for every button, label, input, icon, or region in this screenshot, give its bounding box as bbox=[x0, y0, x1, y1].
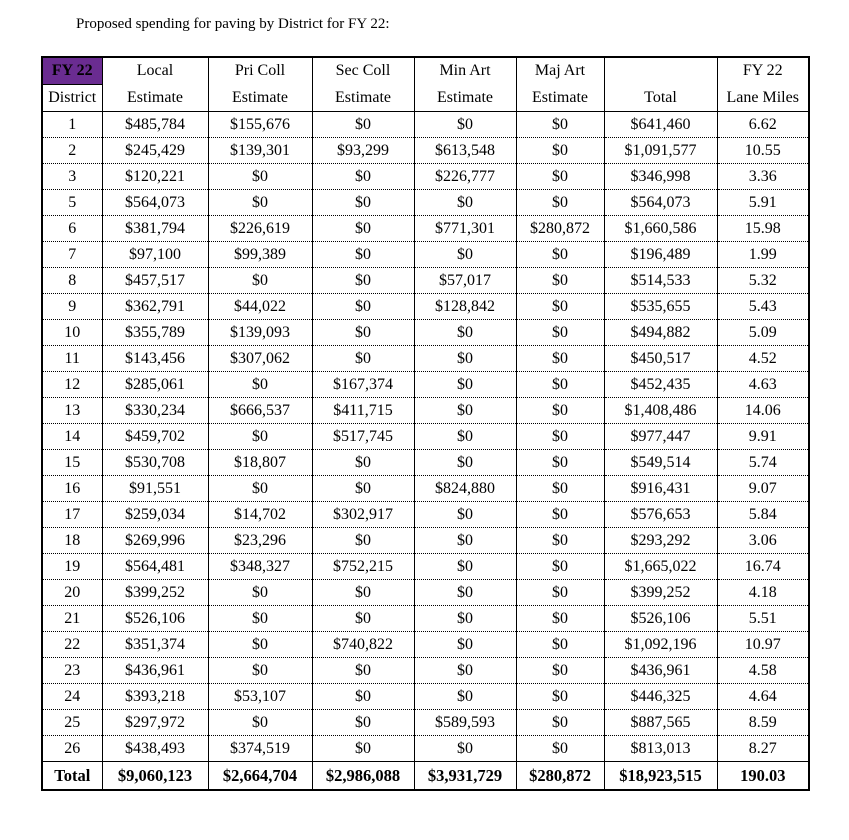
cell-lane-miles: 4.58 bbox=[717, 658, 809, 684]
header-district: District bbox=[42, 85, 102, 112]
cell-min-art: $128,842 bbox=[414, 294, 516, 320]
cell-district: 16 bbox=[42, 476, 102, 502]
cell-sec-coll: $0 bbox=[312, 164, 414, 190]
cell-pri-coll: $53,107 bbox=[208, 684, 312, 710]
cell-pri-coll: $0 bbox=[208, 424, 312, 450]
cell-lane-miles: 3.06 bbox=[717, 528, 809, 554]
table-row bbox=[42, 528, 809, 554]
cell-district: 12 bbox=[42, 372, 102, 398]
cell-district: 20 bbox=[42, 580, 102, 606]
table-row bbox=[42, 294, 809, 320]
cell-district: 18 bbox=[42, 528, 102, 554]
cell-district: 15 bbox=[42, 450, 102, 476]
cell-maj-art: $0 bbox=[516, 112, 604, 138]
cell-total: $641,460 bbox=[604, 112, 717, 138]
cell-lane-miles: 8.59 bbox=[717, 710, 809, 736]
cell-lane-miles: 15.98 bbox=[717, 216, 809, 242]
table-row bbox=[42, 424, 809, 450]
cell-lane-miles: 9.91 bbox=[717, 424, 809, 450]
cell-district: 19 bbox=[42, 554, 102, 580]
cell-local: $362,791 bbox=[102, 294, 208, 320]
cell-min-art: $0 bbox=[414, 424, 516, 450]
cell-pri-coll: $139,093 bbox=[208, 320, 312, 346]
cell-district: 2 bbox=[42, 138, 102, 164]
header-local: Local bbox=[102, 57, 208, 85]
cell-lane-miles: 6.62 bbox=[717, 112, 809, 138]
cell-maj-art: $0 bbox=[516, 242, 604, 268]
cell-total: $399,252 bbox=[604, 580, 717, 606]
cell-pri-coll: $99,389 bbox=[208, 242, 312, 268]
header-min-art: Min Art bbox=[414, 57, 516, 85]
cell-local: $564,073 bbox=[102, 190, 208, 216]
cell-min-art: $0 bbox=[414, 398, 516, 424]
table-row bbox=[42, 710, 809, 736]
table-row bbox=[42, 606, 809, 632]
cell-sec-coll: $740,822 bbox=[312, 632, 414, 658]
total-sec-coll: $2,986,088 bbox=[312, 762, 414, 791]
cell-total: $887,565 bbox=[604, 710, 717, 736]
header-lane-miles: Lane Miles bbox=[717, 85, 809, 112]
cell-maj-art: $0 bbox=[516, 268, 604, 294]
cell-total: $436,961 bbox=[604, 658, 717, 684]
table-row bbox=[42, 450, 809, 476]
cell-total: $535,655 bbox=[604, 294, 717, 320]
cell-sec-coll: $302,917 bbox=[312, 502, 414, 528]
table-row bbox=[42, 138, 809, 164]
cell-sec-coll: $93,299 bbox=[312, 138, 414, 164]
cell-total: $494,882 bbox=[604, 320, 717, 346]
table-row bbox=[42, 502, 809, 528]
header-pri-coll: Pri Coll bbox=[208, 57, 312, 85]
cell-maj-art: $0 bbox=[516, 398, 604, 424]
table-row bbox=[42, 268, 809, 294]
cell-maj-art: $0 bbox=[516, 606, 604, 632]
cell-total: $1,091,577 bbox=[604, 138, 717, 164]
cell-maj-art: $280,872 bbox=[516, 216, 604, 242]
cell-sec-coll: $0 bbox=[312, 684, 414, 710]
cell-total: $196,489 bbox=[604, 242, 717, 268]
cell-min-art: $0 bbox=[414, 346, 516, 372]
cell-local: $526,106 bbox=[102, 606, 208, 632]
cell-min-art: $0 bbox=[414, 658, 516, 684]
table-row bbox=[42, 346, 809, 372]
cell-district: 17 bbox=[42, 502, 102, 528]
cell-min-art: $0 bbox=[414, 502, 516, 528]
cell-sec-coll: $0 bbox=[312, 242, 414, 268]
cell-lane-miles: 16.74 bbox=[717, 554, 809, 580]
cell-total: $452,435 bbox=[604, 372, 717, 398]
cell-maj-art: $0 bbox=[516, 190, 604, 216]
cell-pri-coll: $0 bbox=[208, 190, 312, 216]
cell-pri-coll: $139,301 bbox=[208, 138, 312, 164]
cell-sec-coll: $0 bbox=[312, 528, 414, 554]
cell-pri-coll: $0 bbox=[208, 658, 312, 684]
cell-district: 5 bbox=[42, 190, 102, 216]
cell-local: $245,429 bbox=[102, 138, 208, 164]
cell-total: $1,092,196 bbox=[604, 632, 717, 658]
cell-total: $526,106 bbox=[604, 606, 717, 632]
cell-sec-coll: $0 bbox=[312, 346, 414, 372]
header-min-estimate: Estimate bbox=[414, 85, 516, 112]
cell-lane-miles: 5.74 bbox=[717, 450, 809, 476]
cell-sec-coll: $0 bbox=[312, 736, 414, 762]
cell-sec-coll: $0 bbox=[312, 606, 414, 632]
cell-pri-coll: $23,296 bbox=[208, 528, 312, 554]
cell-local: $457,517 bbox=[102, 268, 208, 294]
table-row bbox=[42, 164, 809, 190]
header-total: Total bbox=[604, 85, 717, 112]
cell-pri-coll: $0 bbox=[208, 632, 312, 658]
cell-lane-miles: 5.84 bbox=[717, 502, 809, 528]
cell-total: $564,073 bbox=[604, 190, 717, 216]
cell-lane-miles: 4.52 bbox=[717, 346, 809, 372]
cell-min-art: $589,593 bbox=[414, 710, 516, 736]
cell-district: 6 bbox=[42, 216, 102, 242]
cell-lane-miles: 14.06 bbox=[717, 398, 809, 424]
table-row bbox=[42, 580, 809, 606]
cell-pri-coll: $0 bbox=[208, 580, 312, 606]
cell-maj-art: $0 bbox=[516, 372, 604, 398]
cell-maj-art: $0 bbox=[516, 554, 604, 580]
cell-maj-art: $0 bbox=[516, 424, 604, 450]
cell-district: 14 bbox=[42, 424, 102, 450]
cell-total: $1,660,586 bbox=[604, 216, 717, 242]
header-sec-coll: Sec Coll bbox=[312, 57, 414, 85]
cell-district: 24 bbox=[42, 684, 102, 710]
table-row bbox=[42, 632, 809, 658]
header-row-2 bbox=[42, 85, 809, 112]
table-row bbox=[42, 554, 809, 580]
table-row bbox=[42, 320, 809, 346]
cell-sec-coll: $0 bbox=[312, 216, 414, 242]
cell-lane-miles: 5.43 bbox=[717, 294, 809, 320]
cell-sec-coll: $0 bbox=[312, 112, 414, 138]
cell-min-art: $0 bbox=[414, 320, 516, 346]
cell-min-art: $0 bbox=[414, 684, 516, 710]
cell-min-art: $0 bbox=[414, 372, 516, 398]
cell-maj-art: $0 bbox=[516, 450, 604, 476]
cell-local: $399,252 bbox=[102, 580, 208, 606]
cell-district: 10 bbox=[42, 320, 102, 346]
table-row bbox=[42, 372, 809, 398]
cell-sec-coll: $0 bbox=[312, 268, 414, 294]
cell-local: $564,481 bbox=[102, 554, 208, 580]
total-maj-art: $280,872 bbox=[516, 762, 604, 791]
cell-total: $813,013 bbox=[604, 736, 717, 762]
cell-total: $450,517 bbox=[604, 346, 717, 372]
cell-lane-miles: 4.63 bbox=[717, 372, 809, 398]
cell-lane-miles: 8.27 bbox=[717, 736, 809, 762]
cell-local: $259,034 bbox=[102, 502, 208, 528]
cell-min-art: $771,301 bbox=[414, 216, 516, 242]
header-row-1 bbox=[42, 57, 809, 85]
cell-sec-coll: $0 bbox=[312, 294, 414, 320]
cell-maj-art: $0 bbox=[516, 294, 604, 320]
cell-pri-coll: $374,519 bbox=[208, 736, 312, 762]
cell-sec-coll: $752,215 bbox=[312, 554, 414, 580]
cell-sec-coll: $0 bbox=[312, 710, 414, 736]
cell-pri-coll: $18,807 bbox=[208, 450, 312, 476]
cell-district: 25 bbox=[42, 710, 102, 736]
cell-maj-art: $0 bbox=[516, 346, 604, 372]
cell-local: $393,218 bbox=[102, 684, 208, 710]
cell-pri-coll: $44,022 bbox=[208, 294, 312, 320]
header-total-blank bbox=[604, 57, 717, 85]
cell-local: $91,551 bbox=[102, 476, 208, 502]
cell-maj-art: $0 bbox=[516, 320, 604, 346]
paving-spending-table bbox=[41, 56, 810, 791]
cell-pri-coll: $14,702 bbox=[208, 502, 312, 528]
cell-min-art: $0 bbox=[414, 736, 516, 762]
cell-total: $977,447 bbox=[604, 424, 717, 450]
cell-local: $381,794 bbox=[102, 216, 208, 242]
cell-pri-coll: $348,327 bbox=[208, 554, 312, 580]
cell-total: $576,653 bbox=[604, 502, 717, 528]
header-fy22: FY 22 bbox=[42, 57, 102, 85]
header-fy22-miles: FY 22 bbox=[717, 57, 809, 85]
cell-min-art: $226,777 bbox=[414, 164, 516, 190]
cell-lane-miles: 4.18 bbox=[717, 580, 809, 606]
cell-local: $530,708 bbox=[102, 450, 208, 476]
cell-sec-coll: $0 bbox=[312, 320, 414, 346]
cell-district: 3 bbox=[42, 164, 102, 190]
total-label: Total bbox=[42, 762, 102, 791]
cell-local: $459,702 bbox=[102, 424, 208, 450]
cell-lane-miles: 9.07 bbox=[717, 476, 809, 502]
cell-local: $269,996 bbox=[102, 528, 208, 554]
cell-local: $285,061 bbox=[102, 372, 208, 398]
table-row bbox=[42, 216, 809, 242]
cell-sec-coll: $0 bbox=[312, 190, 414, 216]
cell-min-art: $0 bbox=[414, 528, 516, 554]
cell-lane-miles: 10.97 bbox=[717, 632, 809, 658]
cell-total: $293,292 bbox=[604, 528, 717, 554]
cell-maj-art: $0 bbox=[516, 684, 604, 710]
cell-lane-miles: 5.91 bbox=[717, 190, 809, 216]
table-row bbox=[42, 684, 809, 710]
cell-sec-coll: $0 bbox=[312, 450, 414, 476]
cell-lane-miles: 10.55 bbox=[717, 138, 809, 164]
cell-maj-art: $0 bbox=[516, 710, 604, 736]
cell-lane-miles: 5.51 bbox=[717, 606, 809, 632]
table-body bbox=[42, 112, 809, 762]
total-lane-miles: 190.03 bbox=[717, 762, 809, 791]
cell-district: 8 bbox=[42, 268, 102, 294]
cell-pri-coll: $307,062 bbox=[208, 346, 312, 372]
total-total: $18,923,515 bbox=[604, 762, 717, 791]
cell-pri-coll: $226,619 bbox=[208, 216, 312, 242]
cell-total: $346,998 bbox=[604, 164, 717, 190]
cell-sec-coll: $411,715 bbox=[312, 398, 414, 424]
table-row bbox=[42, 658, 809, 684]
page-caption: Proposed spending for paving by District for FY 22: bbox=[76, 16, 390, 32]
cell-local: $436,961 bbox=[102, 658, 208, 684]
cell-local: $97,100 bbox=[102, 242, 208, 268]
cell-sec-coll: $0 bbox=[312, 580, 414, 606]
header-pri-estimate: Estimate bbox=[208, 85, 312, 112]
total-min-art: $3,931,729 bbox=[414, 762, 516, 791]
total-local: $9,060,123 bbox=[102, 762, 208, 791]
cell-maj-art: $0 bbox=[516, 138, 604, 164]
cell-lane-miles: 5.32 bbox=[717, 268, 809, 294]
cell-district: 22 bbox=[42, 632, 102, 658]
cell-total: $549,514 bbox=[604, 450, 717, 476]
cell-min-art: $0 bbox=[414, 606, 516, 632]
cell-total: $1,408,486 bbox=[604, 398, 717, 424]
header-maj-estimate: Estimate bbox=[516, 85, 604, 112]
cell-pri-coll: $0 bbox=[208, 268, 312, 294]
total-row bbox=[42, 762, 809, 791]
cell-maj-art: $0 bbox=[516, 528, 604, 554]
cell-total: $916,431 bbox=[604, 476, 717, 502]
cell-min-art: $0 bbox=[414, 112, 516, 138]
cell-local: $330,234 bbox=[102, 398, 208, 424]
cell-min-art: $0 bbox=[414, 632, 516, 658]
cell-min-art: $0 bbox=[414, 554, 516, 580]
cell-pri-coll: $666,537 bbox=[208, 398, 312, 424]
cell-district: 1 bbox=[42, 112, 102, 138]
cell-pri-coll: $0 bbox=[208, 372, 312, 398]
cell-maj-art: $0 bbox=[516, 476, 604, 502]
cell-maj-art: $0 bbox=[516, 164, 604, 190]
cell-min-art: $613,548 bbox=[414, 138, 516, 164]
cell-local: $438,493 bbox=[102, 736, 208, 762]
cell-local: $143,456 bbox=[102, 346, 208, 372]
cell-district: 21 bbox=[42, 606, 102, 632]
cell-district: 9 bbox=[42, 294, 102, 320]
cell-local: $351,374 bbox=[102, 632, 208, 658]
cell-lane-miles: 3.36 bbox=[717, 164, 809, 190]
cell-pri-coll: $0 bbox=[208, 476, 312, 502]
cell-pri-coll: $0 bbox=[208, 164, 312, 190]
cell-maj-art: $0 bbox=[516, 736, 604, 762]
cell-sec-coll: $167,374 bbox=[312, 372, 414, 398]
cell-total: $514,533 bbox=[604, 268, 717, 294]
cell-sec-coll: $517,745 bbox=[312, 424, 414, 450]
table-row bbox=[42, 736, 809, 762]
cell-local: $297,972 bbox=[102, 710, 208, 736]
cell-sec-coll: $0 bbox=[312, 658, 414, 684]
cell-maj-art: $0 bbox=[516, 580, 604, 606]
cell-maj-art: $0 bbox=[516, 658, 604, 684]
cell-district: 23 bbox=[42, 658, 102, 684]
header-maj-art: Maj Art bbox=[516, 57, 604, 85]
cell-min-art: $0 bbox=[414, 450, 516, 476]
cell-district: 7 bbox=[42, 242, 102, 268]
header-sec-estimate: Estimate bbox=[312, 85, 414, 112]
cell-sec-coll: $0 bbox=[312, 476, 414, 502]
cell-lane-miles: 1.99 bbox=[717, 242, 809, 268]
cell-total: $1,665,022 bbox=[604, 554, 717, 580]
cell-local: $355,789 bbox=[102, 320, 208, 346]
total-pri-coll: $2,664,704 bbox=[208, 762, 312, 791]
cell-min-art: $824,880 bbox=[414, 476, 516, 502]
cell-lane-miles: 4.64 bbox=[717, 684, 809, 710]
cell-district: 13 bbox=[42, 398, 102, 424]
cell-lane-miles: 5.09 bbox=[717, 320, 809, 346]
cell-min-art: $0 bbox=[414, 242, 516, 268]
cell-min-art: $0 bbox=[414, 580, 516, 606]
cell-pri-coll: $155,676 bbox=[208, 112, 312, 138]
cell-local: $120,221 bbox=[102, 164, 208, 190]
header-local-estimate: Estimate bbox=[102, 85, 208, 112]
cell-district: 26 bbox=[42, 736, 102, 762]
cell-maj-art: $0 bbox=[516, 502, 604, 528]
table-row bbox=[42, 190, 809, 216]
table-row bbox=[42, 476, 809, 502]
cell-pri-coll: $0 bbox=[208, 606, 312, 632]
cell-district: 11 bbox=[42, 346, 102, 372]
cell-local: $485,784 bbox=[102, 112, 208, 138]
cell-min-art: $0 bbox=[414, 190, 516, 216]
cell-total: $446,325 bbox=[604, 684, 717, 710]
table-row bbox=[42, 112, 809, 138]
cell-pri-coll: $0 bbox=[208, 710, 312, 736]
cell-maj-art: $0 bbox=[516, 632, 604, 658]
cell-min-art: $57,017 bbox=[414, 268, 516, 294]
table-row bbox=[42, 398, 809, 424]
table-row bbox=[42, 242, 809, 268]
